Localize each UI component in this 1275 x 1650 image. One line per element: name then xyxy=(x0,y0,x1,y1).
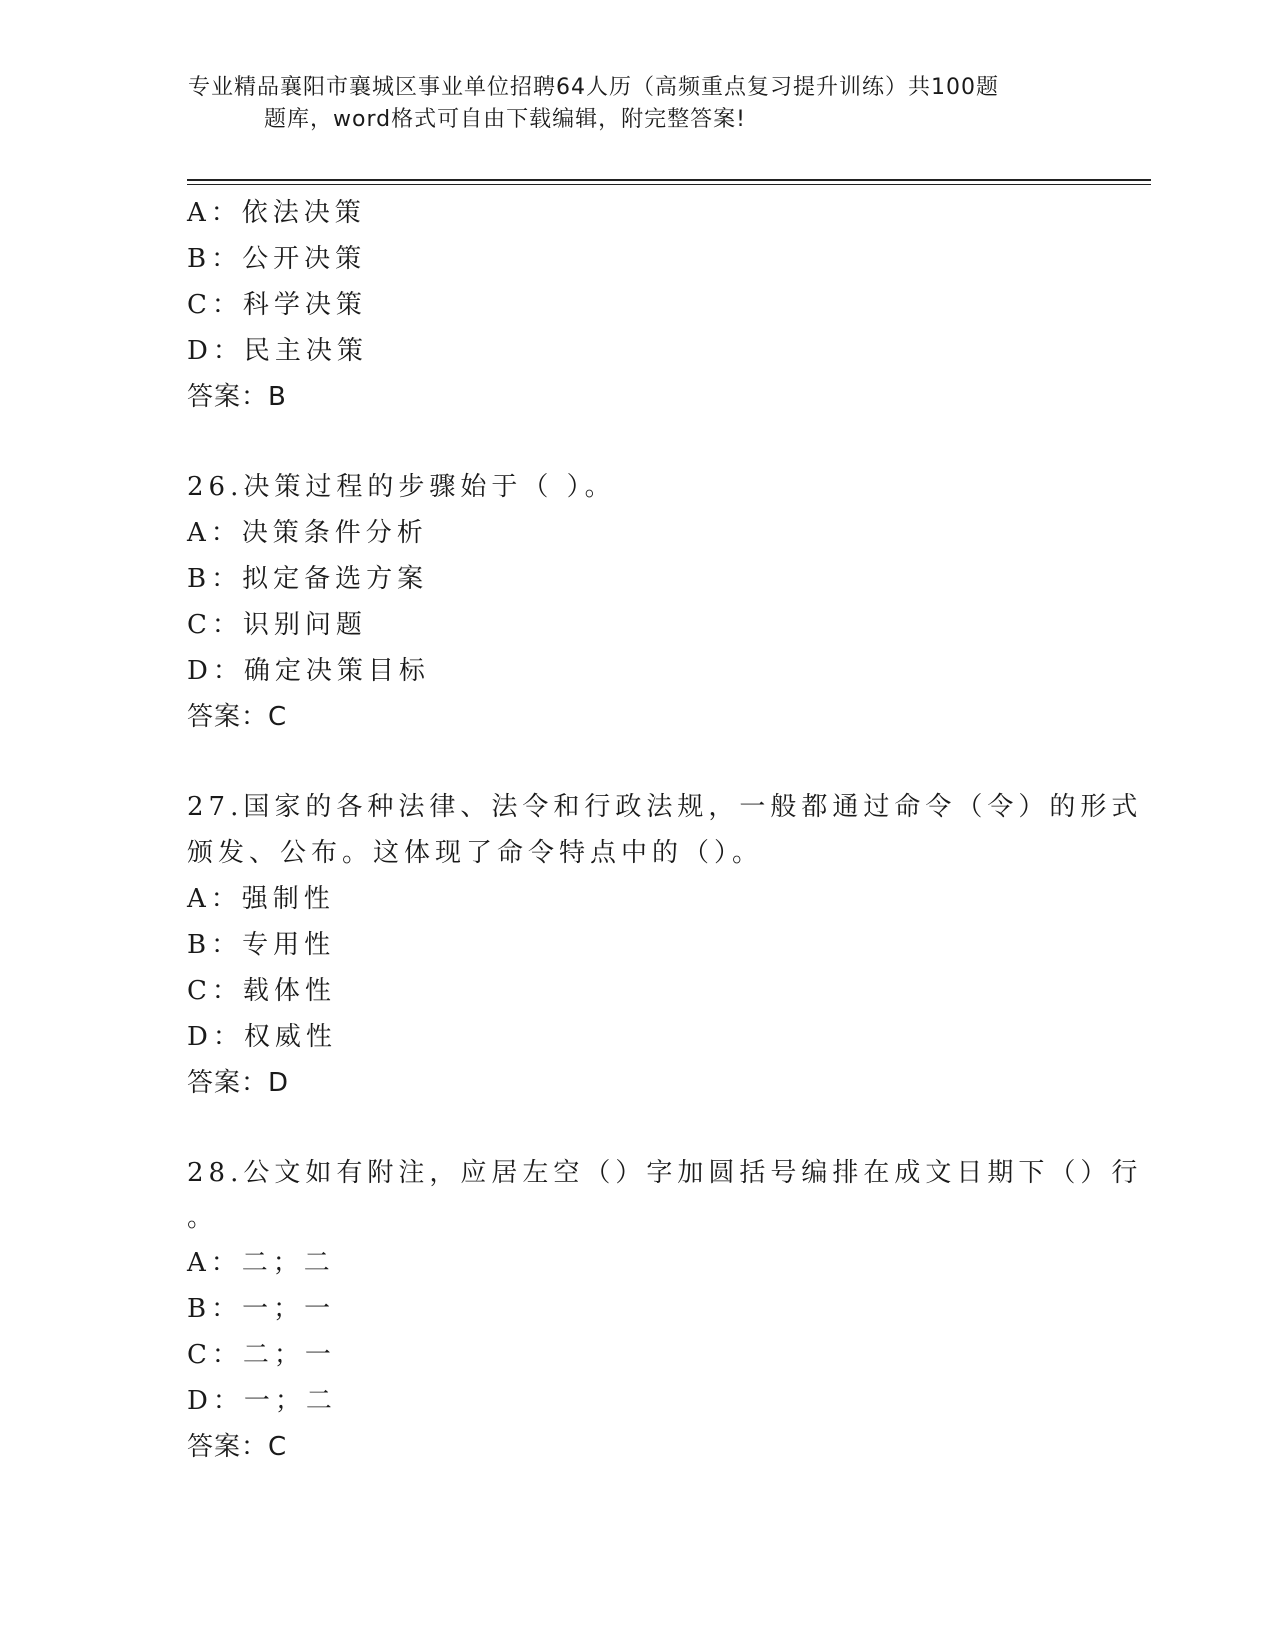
option-c: C：科学决策 xyxy=(187,290,367,320)
option-a: A：依法决策 xyxy=(187,198,366,228)
option-c: C：识别问题 xyxy=(187,610,367,640)
option-d: D：一；二 xyxy=(187,1386,337,1416)
answer: 答案：B xyxy=(187,382,287,412)
option-c: C：二；一 xyxy=(187,1340,336,1370)
option-a: A：二；二 xyxy=(187,1248,335,1278)
question-text-line-1: 27.国家的各种法律、法令和行政法规，一般都通过命令（令）的形式 xyxy=(187,792,1143,822)
option-b: B：公开决策 xyxy=(187,244,367,274)
option-a: A：强制性 xyxy=(187,884,335,914)
option-a: A：决策条件分析 xyxy=(187,518,428,548)
document-header xyxy=(188,72,1068,136)
question-text-line-2: 颁发、公布。这体现了命令特点中的（）。 xyxy=(187,838,764,868)
question-28 xyxy=(187,1150,1143,1470)
option-c: C：载体性 xyxy=(187,976,336,1006)
option-d: D：民主决策 xyxy=(187,336,368,366)
document-body xyxy=(187,190,1143,1470)
answer: 答案：C xyxy=(187,1432,288,1462)
question-26 xyxy=(187,464,1087,740)
option-b: B：一；一 xyxy=(187,1294,336,1324)
header-line-2: 题库，word格式可自由下载编辑，附完整答案! xyxy=(264,107,746,132)
answer: 答案：D xyxy=(187,1068,290,1098)
option-b: B：拟定备选方案 xyxy=(187,564,429,594)
header-rule-thin xyxy=(187,184,1151,185)
option-b: B：专用性 xyxy=(187,930,336,960)
question-text-line-1: 28.公文如有附注，应居左空（）字加圆括号编排在成文日期下（）行 xyxy=(187,1158,1143,1188)
question-text: 26.决策过程的步骤始于（ ）。 xyxy=(187,472,616,502)
header-line-1: 专业精品襄阳市襄城区事业单位招聘64人历（高频重点复习提升训练）共100题 xyxy=(188,75,999,100)
question-25 xyxy=(187,190,1087,420)
header-rule-thick xyxy=(187,179,1151,181)
answer: 答案：C xyxy=(187,702,288,732)
option-d: D：确定决策目标 xyxy=(187,656,430,686)
question-text-line-2: 。 xyxy=(187,1203,214,1233)
option-d: D：权威性 xyxy=(187,1022,337,1052)
question-27 xyxy=(187,784,1143,1106)
